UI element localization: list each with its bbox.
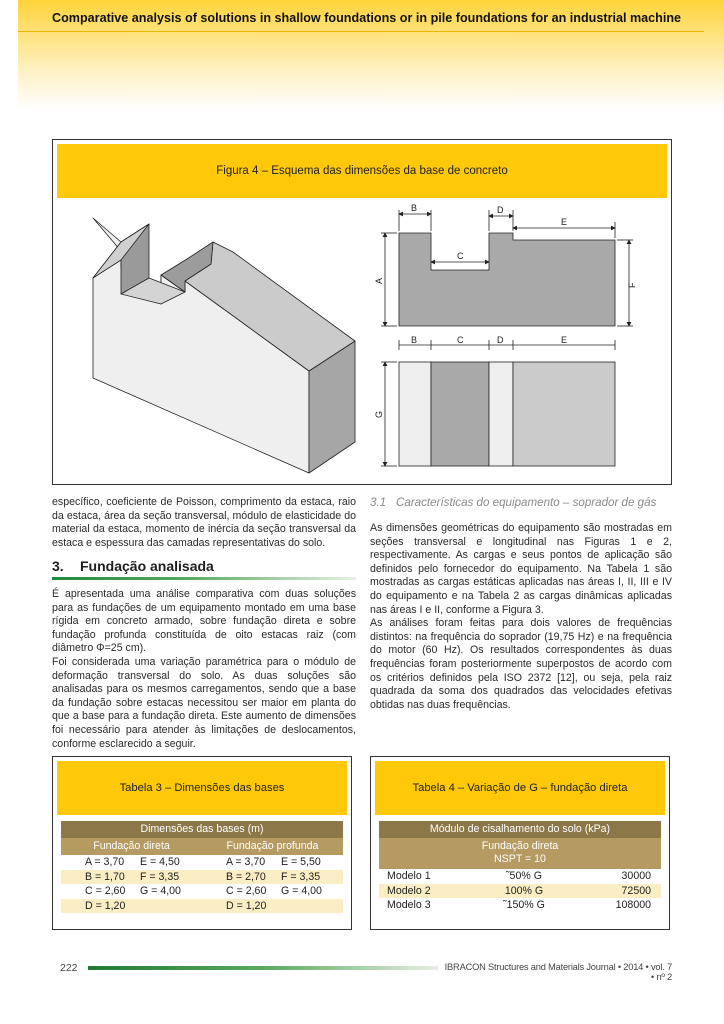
- table-4-header: Módulo de cisalhamento do solo (kPa): [379, 821, 661, 838]
- page-number: 222: [60, 962, 78, 974]
- section-paragraph-2: Foi considerada uma variação paramétrica para o módulo de deformação transversal do solo. As duas soluções são analisadas para os mesmos carregamentos, sendo que a base da fundação sobre estacas necessitou ser maior em planta do que a base para a fundação direta. Este aumento de dimensões foi necessário para atender às limitações de deslocamentos, conforme esclarecido a seguir.: [52, 655, 356, 750]
- table-4: [370, 756, 670, 930]
- figure-caption-band: [57, 144, 667, 198]
- table-cell: [281, 899, 336, 914]
- plan-C: [431, 362, 489, 466]
- plan-view: [381, 340, 615, 466]
- table-cell: F = 3,35: [281, 870, 321, 883]
- label-D-plan: D: [497, 335, 504, 345]
- table-3-col-deep: Fundação profunda: [226, 840, 319, 852]
- table-3-header: Dimensões das bases (m): [61, 821, 343, 838]
- table-row: [379, 869, 661, 884]
- label-B-plan: B: [411, 335, 418, 345]
- label-A: A: [374, 277, 384, 284]
- table-cell: Modelo 1: [387, 870, 431, 882]
- plan-E: [513, 362, 615, 466]
- elevation-shape: [399, 233, 615, 326]
- figure-4: [52, 139, 672, 485]
- table-4-sub2: NSPT = 10: [494, 853, 546, 865]
- label-C-mid: C: [457, 251, 464, 261]
- table-4-grid: [379, 821, 661, 913]
- subsection-title: Características do equipamento – soprador de gás: [396, 496, 657, 509]
- table-cell: D = 1,20: [85, 899, 126, 912]
- label-G: G: [374, 410, 384, 418]
- section-paragraph-1: É apresentada uma análise comparativa com duas soluções para as fundações de um equipamento montado em uma base rígida em concreto armado, sobre fundação direta e sobre fundação profunda constituída de oito estacas raiz (com diâmetro Φ=25 cm).: [52, 587, 356, 655]
- running-title: Comparative analysis of solutions in shallow foundations or in pile foundations for an industrial machine: [52, 11, 682, 25]
- table-3-caption: Tabela 3 – Dimensões das bases: [119, 782, 285, 794]
- section-heading: [52, 560, 356, 574]
- plan-B: [399, 362, 431, 466]
- table-cell: 108000: [615, 899, 651, 911]
- table-cell: 72500: [621, 884, 651, 897]
- table-cell: C = 2,60: [226, 885, 267, 897]
- label-E-top: E: [561, 217, 568, 227]
- label-F: F: [627, 282, 637, 288]
- label-C-plan: C: [457, 335, 464, 345]
- table-3-subheader: [61, 838, 343, 855]
- table-3-col-direct: Fundação direta: [93, 840, 170, 852]
- table-cell: G = 4,00: [281, 885, 322, 897]
- subsection-paragraph-2: As análises foram feitas para dois valores de frequências distintos: na frequência do soprador (19,75 Hz) e na frequência do motor (60 Hz). Os resultados correspondentes às duas frequências foram posteriormente superpostos de acordo com os critérios definidos pela ISO 2372 [12], ou seja, pela raiz quadrada da soma dos quadrados das velocidades efetivas obtidas nas duas frequências.: [370, 617, 672, 711]
- elevation-view: [381, 210, 633, 326]
- table-cell: ˜150% G: [503, 899, 545, 911]
- table-4-caption-band: [375, 761, 665, 815]
- figure-caption: Figura 4 – Esquema das dimensões da base de concreto: [216, 165, 508, 177]
- table-cell: A = 3,70: [85, 856, 125, 868]
- subsection-number: 3.1: [370, 496, 387, 509]
- right-column: [370, 496, 672, 712]
- table-3: [52, 756, 352, 930]
- table-cell: 100% G: [504, 884, 544, 897]
- header-rule: [18, 31, 704, 32]
- table-row: [61, 855, 343, 870]
- table-row: [379, 898, 661, 913]
- table-row: [61, 870, 343, 885]
- section-rule: [52, 577, 356, 580]
- table-cell: E = 5,50: [281, 856, 321, 868]
- footer-rule: [88, 966, 438, 970]
- table-3-caption-band: [57, 761, 347, 815]
- label-B-top: B: [411, 203, 418, 213]
- plan-D: [489, 362, 513, 466]
- subsection-paragraph-1: As dimensões geométricas do equipamento são mostradas em seções transversal e longitudinal nas Figuras 1 e 2, respectivamente. As cargas e seus pontos de aplicação são definidos pelo fornecedor do equipamento. Na Tabela 1 são mostradas as cargas estáticas aplicadas nas áreas I, II, III e IV do equipamento e na Tabela 2 as cargas dinâmicas aplicadas nas áreas I e II, conforme a Figura 3.: [370, 522, 672, 616]
- table-4-sub1: Fundação direta: [481, 840, 559, 852]
- table-row: [61, 884, 343, 899]
- table-cell: Modelo 3: [387, 899, 431, 911]
- table-cell: 30000: [621, 870, 651, 882]
- table-cell: E = 4,50: [140, 856, 180, 868]
- subsection-heading: [370, 496, 672, 510]
- table-cell: B = 1,70: [85, 870, 125, 883]
- table-cell: F = 3,35: [140, 870, 180, 883]
- section-number: 3.: [52, 558, 64, 575]
- table-cell: Modelo 2: [387, 884, 431, 897]
- figure-drawing: [53, 198, 671, 484]
- left-column: [52, 496, 356, 751]
- table-cell: A = 3,70: [226, 856, 266, 868]
- section-title: Fundação analisada: [80, 558, 214, 575]
- table-cell: G = 4,00: [140, 885, 181, 897]
- label-D-top: D: [497, 205, 504, 215]
- intro-paragraph: específico, coeficiente de Poisson, comprimento da estaca, raio da estaca, área da seção transversal, módulo de elasticidade do material da estaca, momento de inércia da seção transversal da estaca e espessura das camadas representativas do solo.: [52, 496, 356, 549]
- table-4-caption: Tabela 4 – Variação de G – fundação direta: [412, 782, 628, 794]
- table-row: [61, 899, 343, 914]
- label-E-plan: E: [561, 335, 568, 345]
- table-3-grid: [61, 821, 343, 913]
- table-cell: B = 2,70: [226, 870, 266, 883]
- table-row: [379, 884, 661, 899]
- journal-footer: IBRACON Structures and Materials Journal • 2014 • vol. 7 • nº 2: [444, 962, 672, 982]
- table-4-subheader: [379, 838, 661, 869]
- isometric-block: [93, 218, 355, 473]
- table-cell: [140, 899, 195, 914]
- table-cell: D = 1,20: [226, 899, 267, 912]
- table-cell: ˜50% G: [506, 870, 542, 882]
- table-cell: C = 2,60: [85, 885, 126, 897]
